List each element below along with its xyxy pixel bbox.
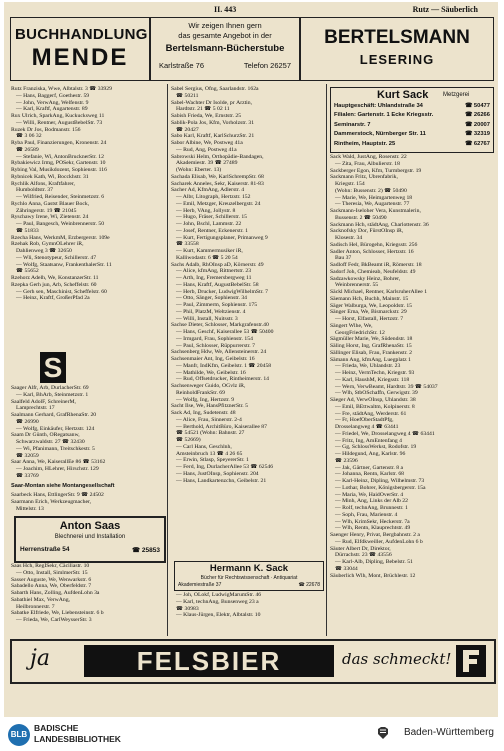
directory-subentry: — Wlh, KrimSekr, Heckerstr. 7a	[335, 518, 410, 525]
directory-entry: Rychlik Alfons, Kraftfahrer,	[11, 180, 75, 187]
directory-subentry: Zähringerstr. 19 ☎ 21045	[16, 207, 77, 214]
ad-bertels-line2: LESERING	[359, 52, 435, 67]
column-1d-entries	[11, 563, 165, 624]
ad-anton-sub: Blechnerei und Installation	[54, 534, 126, 540]
directory-subentry: — Rud, Offsetdrucker, Rintheimerstr. 14	[176, 376, 270, 383]
directory-entry: Säemann Hch, Buchh, Mainstr. 15	[330, 295, 409, 302]
ad-sack-branch-row	[334, 112, 490, 121]
directory-entry: Sabathiel Max, VerwAng,	[11, 596, 70, 603]
directory-subentry: — Erwin, Stlasp, SpeyererStr. 1	[176, 457, 249, 464]
directory-subentry: — Rud, Elfdkweiller, AufdenLohn 6 b	[335, 538, 423, 545]
directory-entry: Saager Alfr, Arb, DurlacherStr. 69	[11, 385, 89, 391]
directory-subentry: — Paul, Schlosser, Rüppurrerstr. 7	[176, 342, 255, 349]
directory-entry: Saam Dr Günth, ORegatsanw,	[11, 432, 80, 439]
directory-subentry: — Herb, VAng, Jollystr. 8	[176, 207, 236, 214]
directory-subentry: Amsteinbruch 13 ☎ 4 26 65	[176, 450, 243, 457]
directory-subentry: — Emil, Metzger, Kreuzelbergstr. 24	[176, 200, 261, 207]
page-number: II. 443	[214, 5, 237, 14]
directory-subentry: — Alice, Frau, Sinnerstr. 2-4	[176, 416, 242, 423]
directory-subentry: — Mathilde, We, Geibelstr. 16	[176, 369, 246, 376]
directory-entry: Rux Ulrich, SparkAng, Kuckucksweg 11	[11, 113, 105, 119]
directory-subentry: Schwarzwaldstr. 27 ☎ 32430	[16, 439, 85, 445]
ad-hermann-address: Akademiestraße 37	[178, 582, 222, 588]
blb-line1: BADISCHE	[34, 723, 79, 733]
ad-anton-name: Anton Saas	[59, 520, 121, 532]
directory-subentry: — Karl-Heinz, Dipling, Wilhelmstr. 73	[335, 478, 425, 484]
directory-subentry: — Wern, VerwBeamt, Hardtstr. 39 ☎ 54037	[335, 383, 438, 390]
directory-entry: Sabrowski Helm, Orthopädie-Bandagen,	[171, 153, 264, 160]
directory-subentry: — Karl-Alb, Dipling, Bebelstr. 51	[335, 559, 413, 565]
ad-sack-branch-row	[334, 141, 490, 150]
directory-subentry: — Lothar, Bohrer, Königsbergerstr. 15a	[335, 484, 426, 491]
ad-hermann-sub: Bücher für Rechtswissenschaft · Antiquariat	[200, 575, 298, 581]
page-range: Rutz — Säuberlich	[412, 5, 478, 14]
directory-subentry: — Kurt, Kammermusiker iR,	[176, 248, 243, 254]
directory-entry: Rychlo Anna, Gastst Blauer Bock,	[11, 200, 90, 207]
directory-entry: Sänger Erna, We, Bismarckstr. 29	[330, 309, 407, 316]
directory-subentry: — Hans, Kraftf, AugustBebelStr. 58	[176, 281, 259, 288]
directory-subentry: — Frieda, We, CarlWeysserStr. 3	[16, 617, 92, 623]
directory-subentry: Drosselangweg 4 ☎ 63441	[335, 424, 399, 430]
directory-subentry: ☎ 32059	[16, 452, 39, 459]
directory-subentry: ☎ 33558	[176, 241, 199, 248]
directory-subentry: — Albr, Litograph, Hertzstr. 152	[176, 194, 251, 200]
directory-entry: Sabo Karl, Kraftf, KarlSchurzStr. 21	[171, 133, 255, 140]
directory-subentry: — Maria, We, HaidOverStr. 4	[335, 491, 404, 498]
directory-subentry: — Karl, BhArb, Steinmetzstr. 1	[16, 391, 89, 398]
ad-sack-branch-address: Rintheim, Hauptstr. 25	[334, 140, 396, 147]
directory-subentry: ☎ 3 06 32	[16, 133, 42, 140]
ad-center-telephone: Telefon 26257	[243, 61, 291, 70]
directory-subentry: — Hans, Landkartenzchn, Geibelstr. 21	[176, 477, 267, 484]
directory-subentry: Klosestr. 34	[335, 235, 363, 241]
directory-entry: Sadisch Hel, Bürogehn, Kriegsstr. 256	[330, 241, 418, 248]
ad-sack-branch-phone: ☎ 62767	[465, 140, 490, 147]
directory-entry: Sack Wald, JustAng, Rosenstr. 22	[330, 154, 407, 160]
directory-entry: Sacher Ad, KfmAng, Adlerstr. 4	[171, 187, 245, 194]
directory-subentry: (Wohn: Bussenstr. 2) ☎ 50490	[335, 187, 407, 194]
directory-entry: Sabadello Anna, We, Oberfeldstr. 7	[11, 583, 92, 590]
directory-subentry: — Wi, Pfanimann, Treitschkestr. 5	[16, 445, 95, 452]
directory-subentry: — Joachim, HLehrer, Hirschstr. 129	[16, 466, 99, 472]
directory-subentry: Lamprechtstr. 17	[16, 405, 55, 412]
directory-entry: Sasser Auguste, We, Wenwarkstr. 6	[11, 576, 92, 583]
directory-subentry: ☎ 33769	[16, 472, 39, 479]
directory-subentry: — Otto, Install, SimlmerStr. 15	[16, 569, 88, 576]
directory-entry: Rybakiewicz Irmg, PÖSekr, Gartenstr. 10	[11, 160, 106, 167]
directory-entry: Sabel Sergius, Ofng, Saarlandstr. 162a	[171, 86, 259, 92]
directory-subentry: — Hildegund, Ang, Karlstr. 96	[335, 451, 406, 457]
directory-subentry: ☎ 51833	[16, 227, 39, 234]
directory-subentry: Dürrachstr. 23 ☎ 43556	[335, 552, 392, 559]
directory-subentry: ReinholdFrankStr. 69	[176, 389, 225, 396]
directory-subentry: — Fre, städtAng, Werderstr. 61	[335, 410, 407, 417]
directory-entry: Säeger Ad, VerwOInsp, Uhlandstr. 38	[330, 397, 416, 403]
directory-entry: Sachsenmaier Ant, Ing, Geibelstr. 16	[171, 356, 255, 362]
directory-subentry: — Berthold, ArchitBüro, Kaiserallee 87	[176, 423, 267, 430]
ad-felsbier-brand: FELSBIER	[84, 645, 334, 677]
directory-subentry: Heilbronnerstr. 7	[16, 603, 55, 610]
directory-entry: Sacknofsky Dor, FürstOInsp iR,	[330, 228, 404, 235]
directory-subentry: — Johanna, Rentn, Karlstr. 68	[335, 471, 405, 478]
directory-subentry: — Hans, JustOInsp, Sophienstr. 204	[176, 470, 259, 477]
directory-entry: Saas Hch, RegISekr, Cäciliastr. 10	[11, 563, 90, 569]
directory-subentry: — Otto, Sänger, Sophienstr. 34	[176, 295, 248, 302]
directory-subentry: — Wolfg, Ing, Hertzstr. 9	[176, 396, 235, 403]
directory-subentry: — Alice, kfmAng, Rittnertstr. 23	[176, 268, 252, 275]
directory-subentry: — Paul, Bangesch, Weinbrennerstr. 50	[16, 221, 105, 227]
directory-entry: Sacht Ilse, We, HansPfitznerStr. 5	[171, 403, 248, 410]
directory-entry: Ryba Paul, Finanzierungen, Kronenstr. 24	[11, 140, 107, 146]
directory-entry: Sabarth Hans, Zolling, AufdenLohn 3a	[11, 590, 100, 596]
directory-subentry: — Hugo, Fräser, Schillerstr. 15	[176, 214, 248, 221]
directory-entry: Sägmüller Marie, We, Südendstr. 18	[330, 336, 413, 343]
directory-entry: Sackmann Fritz, Ubrenfabrik,	[330, 174, 398, 181]
directory-entry: Sablik-Pola Jos, Kfm, Vorholzstr. 31	[171, 119, 255, 126]
directory-entry: Sadloff Fedr, BkBeamt iR, Römerstr. 18	[330, 262, 422, 268]
directory-entry: Sachs Adalb, RhOInsp aD, Körnerstr. 49	[171, 261, 264, 268]
directory-subentry: — Karl, HaushM, Kriegsstr. 118	[335, 376, 410, 383]
ad-sack-branch-phone: ☎ 32319	[465, 131, 490, 138]
directory-entry: Sabatke Elfriede, We, Liebensteinstr. 6 b	[11, 610, 104, 617]
directory-subentry: — Willi, Rentner, AugustBebelStr. 73	[16, 119, 103, 126]
directory-entry: Rzepka Gerh jun, Arb, Scheffelstr. 60	[11, 281, 97, 288]
directory-subentry: ☎ 20427	[176, 126, 199, 133]
footer-bar	[0, 719, 504, 751]
directory-subentry: — Phil, PlatzM, Weltzienstr. 4	[176, 308, 246, 315]
directory-entry: Sabish Frieda, We, Ernststr. 25	[171, 113, 242, 119]
directory-subentry: ☎ 55652	[16, 268, 39, 275]
directory-subentry: — Gg, SchlossWerkst, Rodofstr. 19	[335, 444, 417, 451]
ad-hermann-telephone: ☎ 22678	[298, 582, 320, 588]
directory-subentry: — Minh, Ang, Links der Alb 22	[335, 498, 408, 505]
directory-subentry: — Wolfg, Einkäufer, Hertzstr. 124	[16, 425, 95, 432]
directory-entry: Säger Walburga, We, Leopoldstr. 15	[330, 302, 413, 309]
directory-subentry: — Heinz, VermTechn, Kriegstr. 93	[335, 370, 415, 376]
directory-entry: Saarmann Erich, Werkzeugmacher,	[11, 498, 92, 505]
blb-logo-icon: BLB	[8, 724, 30, 746]
directory-subentry: — Fritz, Ing, AmEntenfang 4	[335, 437, 402, 444]
directory-entry: Saar Anna, We, KaiserallEe 86 ☎ 53162	[11, 459, 106, 466]
ad-sack-branch-phone: ☎ 26266	[465, 112, 490, 119]
ad-sack-branch-address: Dammerstock, Nürnberger Str. 11	[334, 131, 426, 138]
directory-entry: Rzehak Rob, GymnOLehrer iR,	[11, 241, 84, 248]
directory-entry: Rutz Franziska, Wwe, Albtalstr. 3 ☎ 33929	[11, 86, 112, 92]
directory-subentry: (Wohn: Eberter. 13)	[176, 167, 222, 173]
ad-anton-telephone: ☎ 25853	[132, 547, 160, 554]
directory-subentry: — Zita, Frau, Albulierstr. 18	[335, 160, 400, 167]
directory-entry: Ryschawy Irene, Wi, Zietenstr. 24	[11, 214, 89, 221]
ad-anton-saas	[14, 516, 166, 563]
directory-entry: Sällinger Elisab, Frau, Frankenstr. 2	[330, 349, 412, 356]
ad-sack-branch-phone: ☎ 50477	[465, 103, 490, 109]
directory-subentry: — Gerh sen, Maschinist, Scheffelstr. 60	[16, 288, 107, 295]
directory-entry: Rzecha Hans, WerkmM, Erzbergerstr. 109e	[11, 234, 110, 241]
directory-entry: Säuberlich Wlh, Mont, Brüchlestr. 12	[330, 572, 416, 579]
ad-anton-address: Herrenstraße 54	[20, 546, 70, 553]
directory-entry: Saenger Henry, Privat, Bergbahnstr. 2 a	[330, 532, 420, 538]
ad-sack-branch-row	[334, 103, 490, 112]
column-divider-2	[326, 84, 327, 636]
directory-entry: Saarbeck Hans, EttlingerStr. 9 ☎ 24502	[11, 492, 104, 498]
directory-entry: Säckl Michael, Rentner, KarlsruherAllee 1	[330, 289, 428, 295]
directory-subentry: — Stefanie, Wi, AntonBrucknerStr. 12	[16, 153, 104, 160]
directory-subentry: — Wli, Stenotypeur, Schillerstr. 47	[16, 254, 97, 261]
directory-subentry: — Irmgard, Frau, Sophienstr. 154	[176, 335, 253, 342]
directory-subentry: Mittelstr. 13	[16, 505, 44, 512]
directory-entry: Säuter Albert Dr, Direktor,	[330, 545, 391, 552]
directory-subentry: — Carl Hans, Geschlnh,	[176, 443, 232, 450]
directory-subentry: — Emil, BEttwaltm, Kolpinerstr. 8	[335, 403, 415, 410]
page-header	[4, 5, 498, 17]
directory-subentry: — Wilfried, Reisender, Steinmetzstr. 6	[16, 194, 105, 200]
directory-subentry: ☎ 52669)	[176, 437, 201, 443]
ad-sack-type: Metzgerei	[443, 92, 470, 98]
directory-subentry: — Friedel, We, Drosselangweg 4 ☎ 63441	[335, 430, 435, 437]
ad-sack-name: Kurt Sack	[377, 89, 429, 101]
directory-subentry: GeorgFriedrichStr. 12	[335, 329, 385, 336]
directory-entry: Sack Ad, Ing, Sudetenstr. 48	[171, 410, 236, 416]
directory-entry: Rybnicek Kath, Wi, Bocckhstr. 31	[11, 173, 89, 180]
directory-subentry: ☎ 26990	[16, 418, 39, 425]
directory-subentry: Akademiestr. 39 ☎ 27489	[176, 160, 238, 167]
ad-kurt-sack	[330, 87, 494, 153]
ad-bertelsmann-lesering	[300, 17, 494, 81]
directory-subentry: — Karl, Kraftf, Augartenstr. 89	[16, 106, 88, 113]
column-2-entries	[171, 86, 324, 484]
directory-subentry: Kriegstr. 154	[335, 181, 365, 187]
ad-mende-line1: BUCHHANDLUNG	[15, 26, 148, 43]
column-3-entries	[330, 154, 492, 579]
directory-entry: Sängert Wlhe, We,	[330, 322, 373, 329]
column-divider-1	[167, 84, 168, 636]
ad-bertels-line1: BERTELSMANN	[324, 27, 470, 48]
directory-subentry: — Karl, technAng, Bunsenweg 23 a	[176, 598, 259, 605]
directory-entry: Sacharek Anneles, Sekr, Kaiserstr. 81-83	[171, 180, 264, 187]
column-1c-entries	[11, 492, 165, 512]
directory-subentry: — Heinz, Kraftf, GroßerPfad 2a	[16, 295, 90, 302]
ad-hermann-name: Hermann K. Sack	[209, 563, 289, 574]
ad-mende	[10, 17, 150, 81]
directory-subentry: — Rud, Ang, Postweg 41a	[176, 146, 237, 153]
felsbier-logo-icon	[456, 645, 486, 677]
ad-sack-branch-row	[334, 122, 490, 131]
directory-subentry: — Hans, Baggerf, Goethestr. 59	[16, 92, 90, 99]
ad-center-address: Karlstraße 76	[159, 61, 205, 70]
directory-subentry: — Soph, Frau, Marienstr. 4	[335, 511, 398, 518]
directory-subentry: ☎ 23596	[335, 457, 358, 464]
directory-subentry: — Ferd, Ing, DurlacherAllee 53 ☎ 62546	[176, 464, 274, 470]
directory-subentry: Dahlienweg 3 ☎ 32650	[16, 248, 72, 254]
directory-subentry: Hardtstr. 21 ☎ 5 02 11	[176, 106, 230, 113]
column-2b-entries	[171, 592, 324, 619]
directory-subentry: ☎ 26589	[16, 146, 39, 153]
directory-subentry: — John, VerwAng, Welfenstr. 9	[16, 99, 89, 106]
directory-entry: Rybing Val, Musikdozent, Sophienstr. 116	[11, 167, 107, 173]
directory-entry: Sackmann Hch, städtAng, Charlottenstr. 36	[330, 221, 429, 228]
directory-subentry: — Kurt, Fertigungsplaner, Primanweg 9	[176, 234, 268, 241]
directory-subentry: — Rolf, technAng, Brunnestr. 1	[335, 505, 408, 511]
directory-entry: Saalmann Gerhard, GrafRhenaStr. 20	[11, 412, 97, 418]
directory-entry: Sackmann-Iseloher Vera, Kunstmalerin,	[330, 208, 421, 214]
directory-subentry: — Fr, HoefOberStadtPfg,	[335, 417, 394, 424]
directory-subentry: — Willi, Install, Nuitsstr. 3	[176, 315, 238, 322]
directory-subentry: ☎ 50211	[176, 92, 199, 99]
section-letter-s: S	[40, 352, 66, 383]
directory-entry: Sachse Dieter, Schlosser, Markgrafenstr.40	[171, 322, 269, 329]
directory-subentry: — Josef, Rentner, Eckenerstr. 1	[176, 227, 248, 234]
directory-subentry: — Theresia, We, Augartenstr. 77	[335, 201, 410, 208]
directory-subentry: — Hans, Geschf, Kaiserallee 53 ☎ 50400	[176, 329, 274, 335]
directory-entry: Rzehorz Adelh, We, KonstanzerStr. 11	[11, 275, 99, 281]
ad-sack-branch-address: Hauptgeschäft: Uhlandstraße 34	[334, 103, 423, 109]
ad-felsbier-ja: ja	[30, 646, 50, 671]
ad-saar-montan: Saar-Montan siehe Montangesellschaft	[11, 483, 115, 489]
directory-entry: Sachsenberg Hdw, We, Allensteinerstr. 24	[171, 349, 267, 356]
directory-entry: Saalfeld AdolF, SchreinerM,	[11, 398, 76, 405]
ad-sack-branch-row	[334, 131, 490, 140]
directory-subentry: — Klaus-Jürgen, Elektr, Albtalstr. 10	[176, 612, 261, 619]
ad-felsbier-slogan: das schmeckt!	[342, 650, 452, 668]
bw-label: Baden-Württemberg	[403, 727, 494, 738]
ad-center-line2: das gesamte Angebot in der	[178, 31, 272, 40]
ad-center-line3: Bertelsmann-Bücherstube	[165, 43, 285, 54]
directory-subentry: — Marie, We, Heimgartenweg 18	[335, 194, 413, 201]
directory-subentry: Bussenstr. 2 ☎ 50490	[335, 214, 387, 221]
directory-subentry: — Jak, Gärtner, Gartenstr. 8 a	[335, 464, 403, 471]
directory-subentry: — Wlh, Rentn, Klauprechtstr. 49	[335, 525, 411, 532]
blb-line2: LANDESBIBLIOTHEK	[34, 734, 121, 744]
ad-felsbier	[10, 639, 496, 684]
directory-entry: Sabel-Wachter Dr Isolde, pr Ärztin,	[171, 99, 253, 106]
directory-entry: Sachada Elisab, We, KarlSchrempStr. 68	[171, 173, 264, 180]
directory-entry: Sachsenweger Guido, OGvlz iR,	[171, 383, 246, 389]
directory-subentry: Weinbrennerstr. 55	[335, 282, 379, 289]
ad-sack-branch-address: Filialen: Gartenstr. 1 Ecke Kriegsstr.	[334, 112, 434, 119]
directory-subentry: ☎ 54521 (Wohn: Bahnstr. 27	[176, 430, 245, 437]
directory-entry: Sackberger Egon, Kfm, Turmbergstr. 19	[330, 167, 422, 174]
directory-subentry: — Frieda, We, Uhlandstr. 23	[335, 363, 401, 370]
ad-center-line1: Wir zeigen Ihnen gern	[188, 21, 262, 30]
baden-wuerttemberg-icon	[376, 726, 390, 740]
directory-subentry: Kalliwodastr. 6 ☎ 5 20 54	[176, 254, 238, 261]
directory-entry: Sadler Anton, Schlosser, Hertzstr. 16	[330, 248, 414, 255]
directory-subentry: ☎ 33044	[335, 565, 358, 572]
felsbier-f-icon	[456, 645, 486, 677]
directory-subentry: — Paul, Zimmerm, Sophienstr. 175	[176, 302, 258, 308]
directory-entry: Sämann Ang, kfmAng, Luegplatz 1	[330, 356, 411, 363]
directory-entry: Sadzawkowsky Heinz, Bohrer,	[330, 275, 401, 282]
ad-bertelsmann-buecherstube	[150, 17, 300, 81]
directory-subentry: — Wlh, StbOSchaffn, Gerwigstr. 39	[335, 390, 418, 397]
ad-sack-branches	[334, 103, 490, 150]
directory-page	[4, 2, 498, 717]
column-1b-entries	[11, 385, 165, 480]
directory-subentry: — John, Bschl, Lammstr. 22	[176, 221, 242, 227]
directory-subentry: — Horst, Elfastall, Hertzstr. 7	[335, 316, 404, 322]
directory-subentry: — Herb, Drucker, LudwigWilhelmStr. 7	[176, 288, 268, 295]
directory-subentry: ☎ 30983	[176, 605, 199, 612]
directory-entry: Sadorf Joh, Chemieab, Neufeldstr. 49	[330, 268, 416, 275]
directory-subentry: — Arth, Ing, Fremersbergweg 11	[176, 275, 252, 281]
ad-hermann-sack	[174, 561, 324, 591]
ad-mende-line2: MENDE	[31, 44, 129, 71]
directory-entry: Säling Horst, Ing, GrafRhenaStr. 15	[330, 343, 412, 349]
directory-entry: Ruzek Dr Jos, Bodmanstr. 156	[11, 126, 81, 133]
directory-subentry: Humboldtstr. 37	[16, 187, 53, 194]
directory-subentry: Bau 37	[335, 255, 352, 262]
ad-sack-branch-address: Seminarstr. 7	[334, 121, 371, 128]
column-1-entries	[11, 86, 165, 302]
ad-sack-branch-phone: ☎ 20007	[465, 121, 490, 128]
directory-entry: Sabor Albine, We, Postweg 41a	[171, 140, 243, 146]
blb-name	[34, 723, 121, 745]
directory-subentry: — Wolfg, Staatsanw, FrankenthalerStr. 11	[16, 261, 112, 268]
directory-subentry: — Joh, OLokf, LudwigMarumStr. 46	[176, 592, 262, 598]
directory-subentry: — Manfr, IndKfm, Geibelstr. 1 ☎ 20458	[176, 362, 272, 369]
